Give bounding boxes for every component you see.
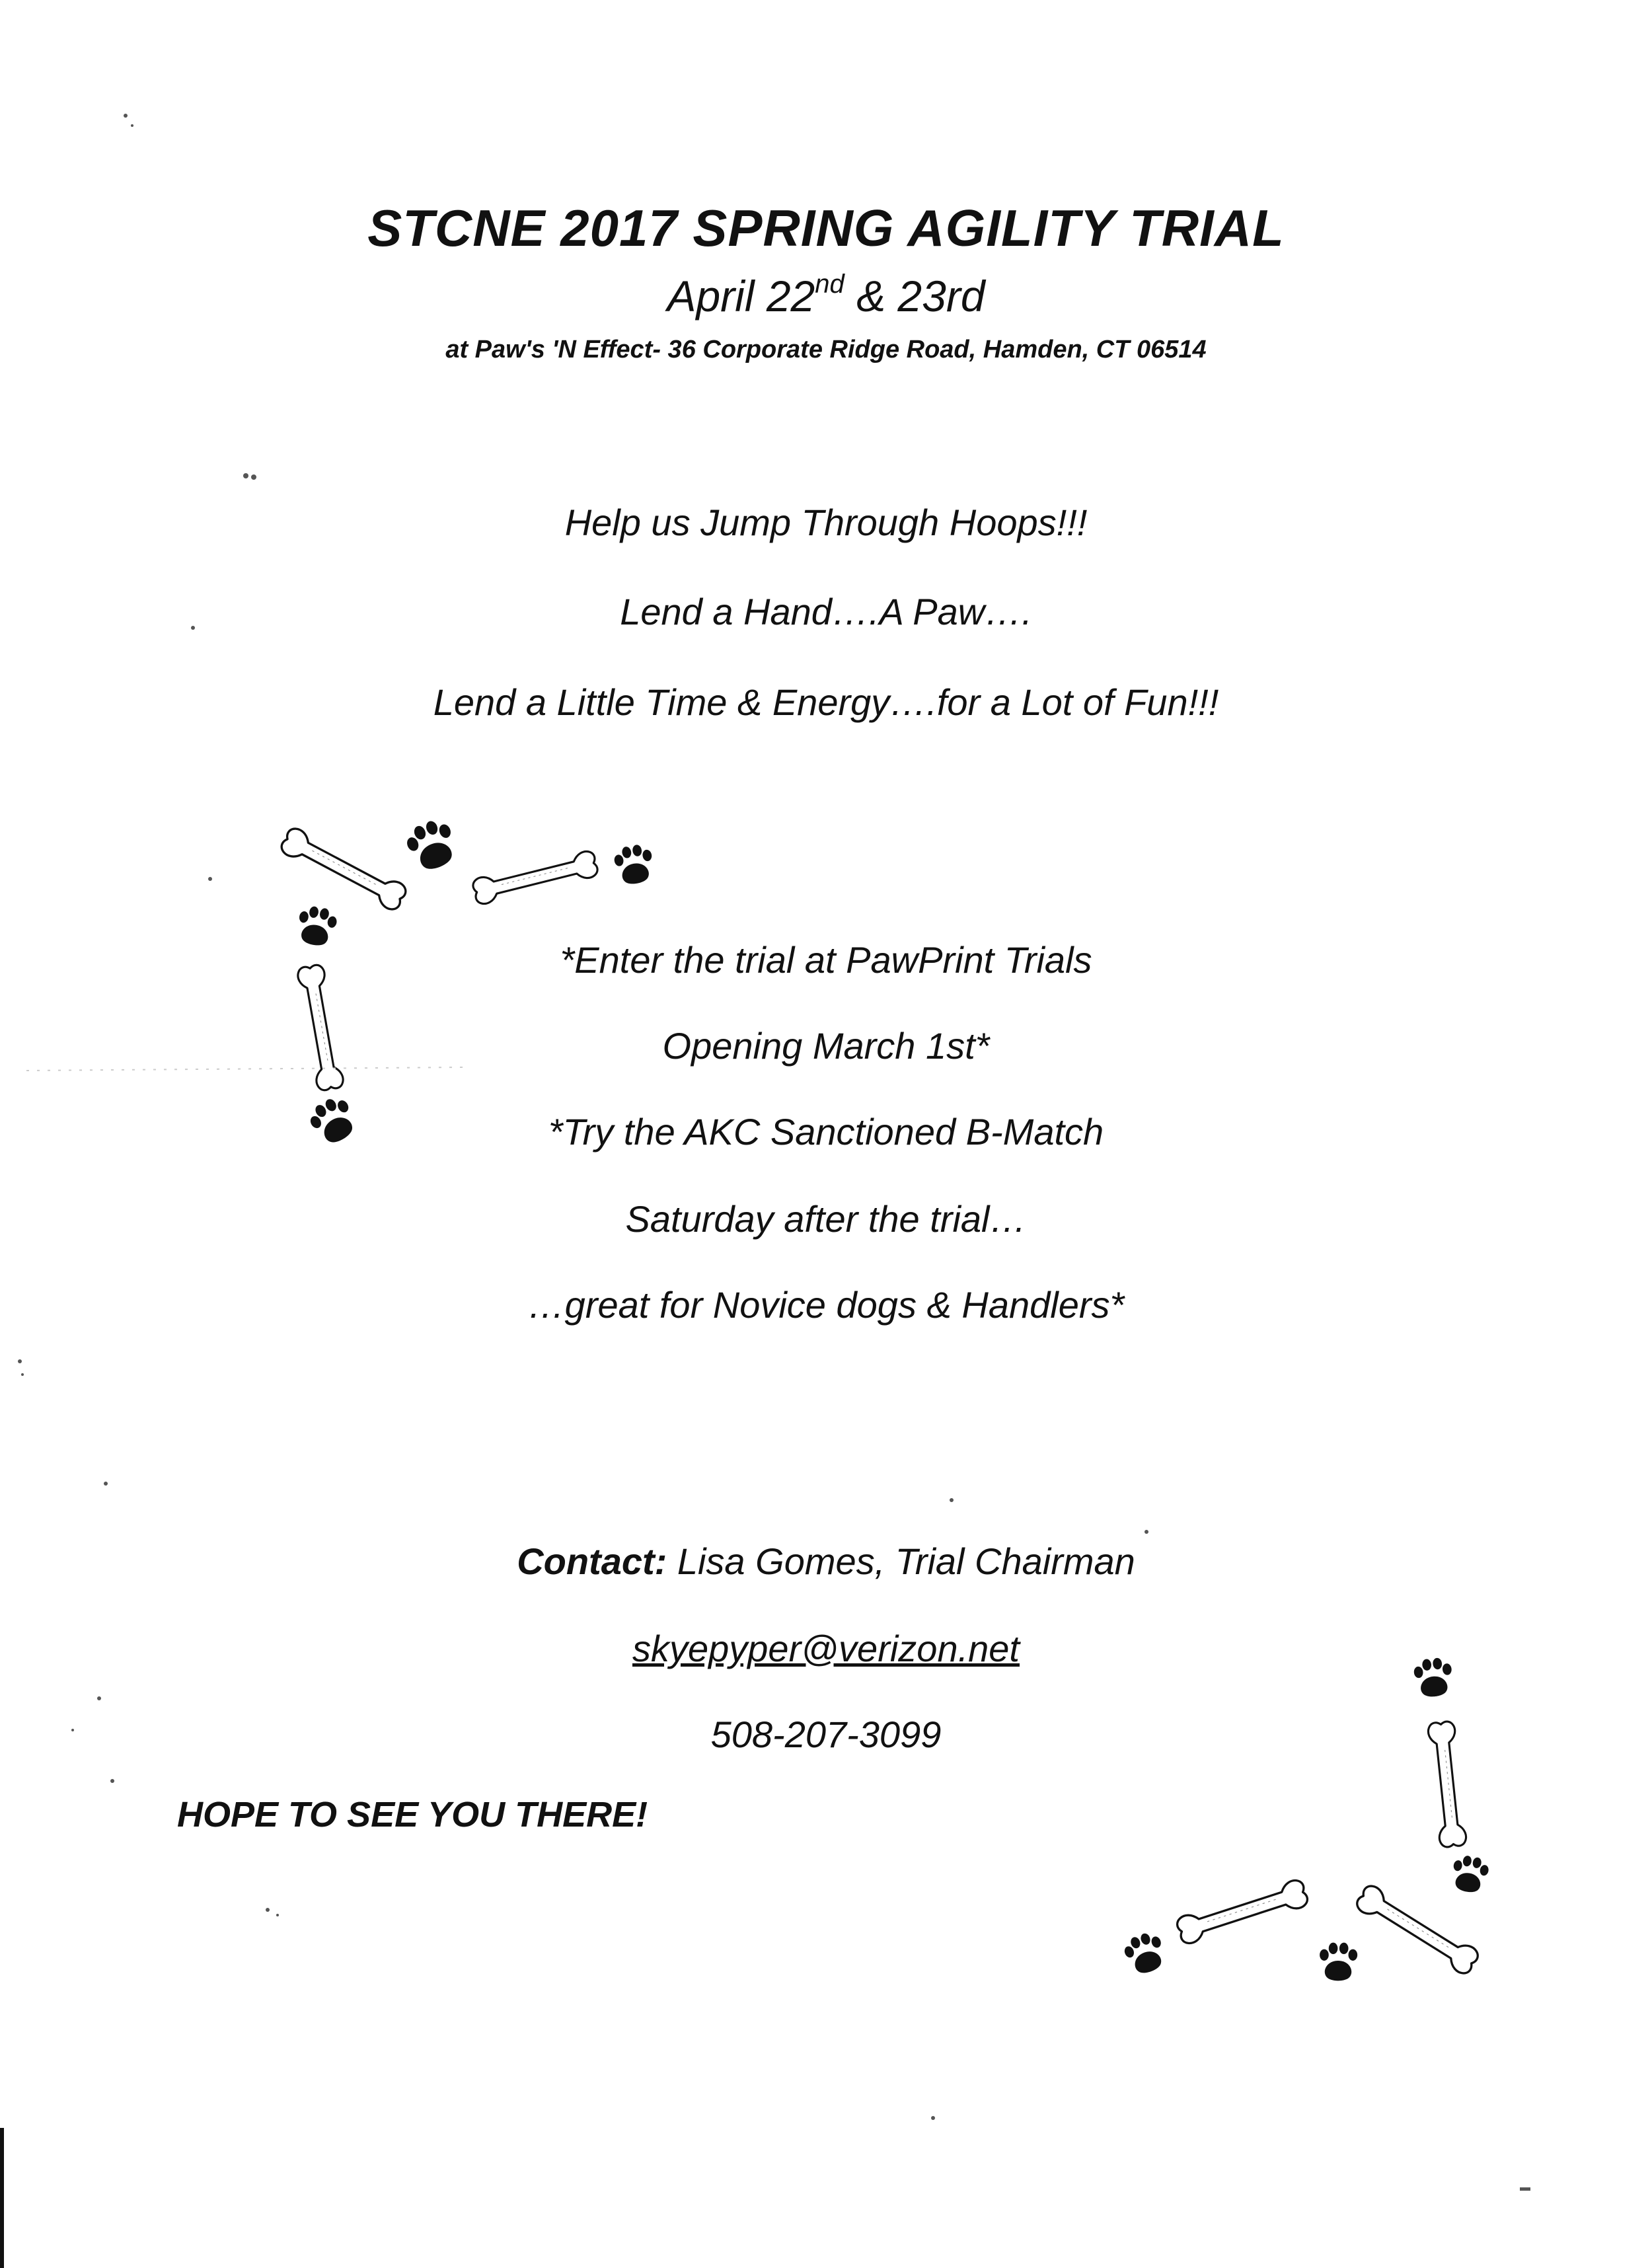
dates-prefix: April 22 (667, 272, 815, 321)
paw-icon (402, 815, 462, 876)
venue-address: at Paw's 'N Effect- 36 Corporate Ridge Road, Hamden, CT 06514 (445, 336, 1207, 363)
appeal-line-2: Lend a Hand….A Paw…. (620, 591, 1032, 632)
info-line-3: *Try the AKC Sanctioned B-Match (548, 1111, 1104, 1153)
paw-icon (1450, 1854, 1491, 1895)
appeal-line-3: Lend a Little Time & Energy….for a Lot of Fun!!! (433, 681, 1219, 723)
contact-label: Contact: (517, 1540, 667, 1582)
contact-line (0, 1540, 1652, 1583)
bone-icon (471, 850, 599, 906)
info-line-4: Saturday after the trial… (625, 1198, 1027, 1240)
contact-email-link[interactable]: skyepyper@verizon.net (632, 1628, 1020, 1669)
info-line-1: *Enter the trial at PawPrint Trials (560, 939, 1092, 981)
bone-icon (1175, 1878, 1309, 1946)
bone-icon (1354, 1883, 1481, 1977)
appeal-line-1: Help us Jump Through Hoops!!! (564, 502, 1088, 543)
closing-text: HOPE TO SEE YOU THERE! (177, 1795, 648, 1834)
paw-icon (1320, 1943, 1357, 1981)
scan-edge-line (0, 2128, 4, 2268)
dates-superscript: nd (815, 270, 845, 299)
contact-email-line (0, 1627, 1652, 1670)
bone-icon (279, 825, 409, 912)
paw-icon (613, 843, 656, 887)
contact-phone: 508-207-3099 (710, 1714, 942, 1755)
page-title: STCNE 2017 SPRING AGILITY TRIAL (367, 199, 1285, 257)
info-line-5: …great for Novice dogs & Handlers* (527, 1284, 1125, 1326)
paw-icon (1121, 1929, 1169, 1978)
trial-dates (0, 270, 1652, 321)
contact-name: Lisa Gomes, Trial Chairman (667, 1540, 1135, 1582)
dates-suffix: & 23rd (844, 272, 985, 321)
info-line-2: Opening March 1st* (662, 1025, 990, 1067)
